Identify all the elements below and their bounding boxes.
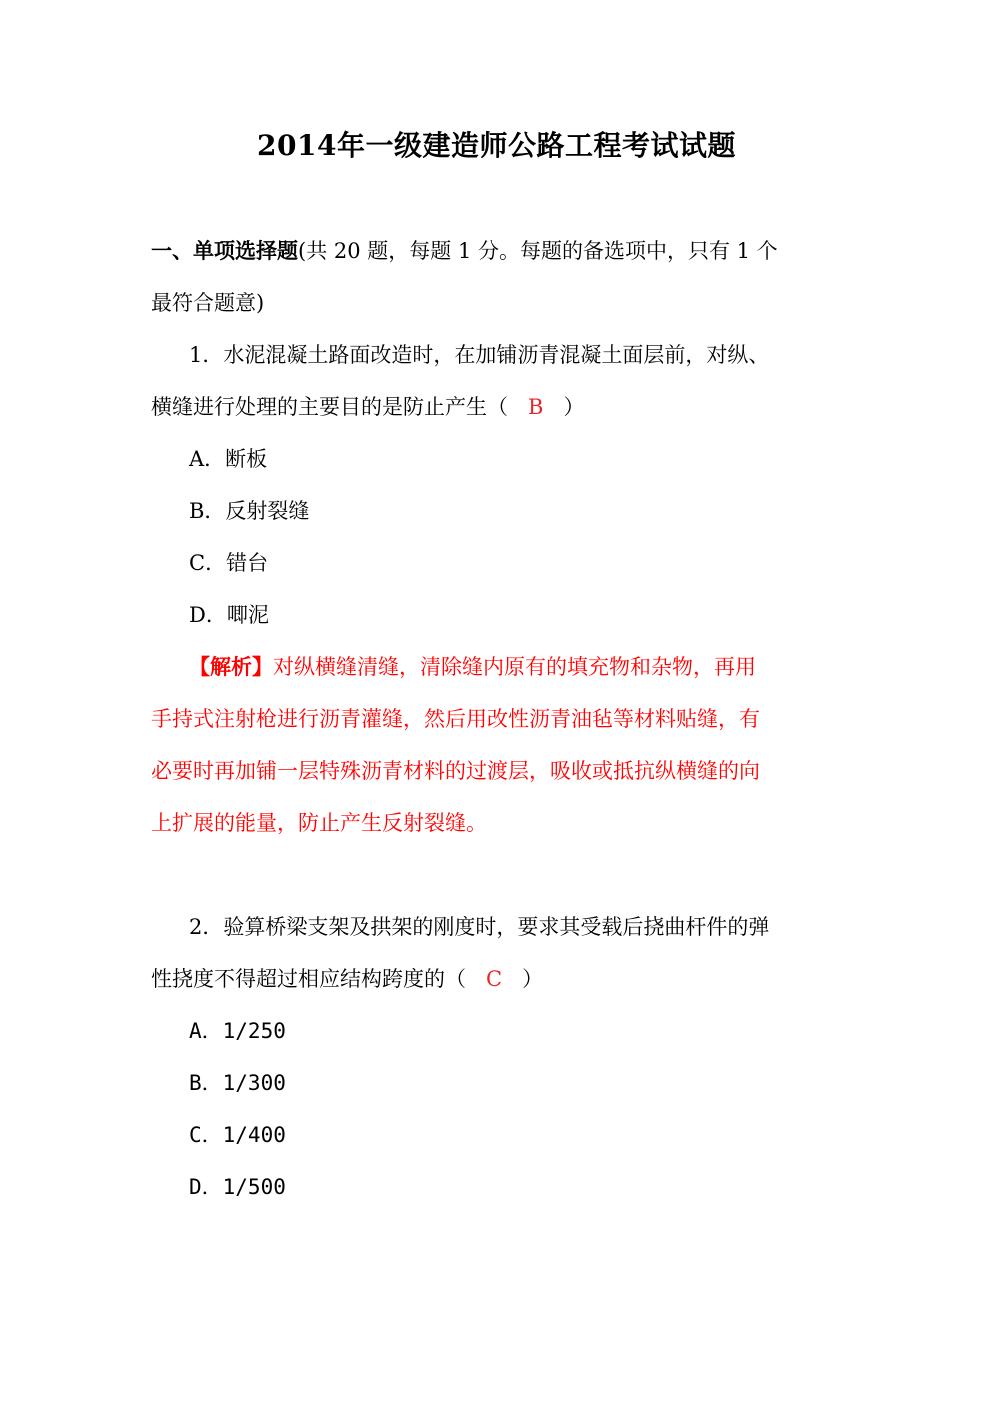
analysis-label: 【解析】 (189, 654, 273, 679)
section-heading (151, 236, 778, 266)
section-heading-cont: 最符合题意) (151, 291, 265, 315)
question-1-stem-line1: 1．水泥混凝土路面改造时，在加铺沥青混凝土面层前，对纵、 (189, 343, 770, 367)
page-title: 2014年一级建造师公路工程考试试题 (257, 129, 736, 162)
question-2-stem-line1: 2．验算桥梁支架及拱架的刚度时，要求其受载后挠曲杆件的弹 (189, 915, 770, 939)
question-2-stem-close: ） (522, 967, 544, 991)
question-2-answer: C (486, 967, 503, 991)
question-1-analysis-line1 (189, 652, 756, 682)
question-1-analysis-line4: 上扩展的能量，防止产生反射裂缝。 (151, 811, 487, 835)
question-2-stem-text: 性挠度不得超过相应结构跨度的（ (151, 967, 466, 991)
analysis-text: 对纵横缝清缝，清除缝内原有的填充物和杂物，再用 (273, 655, 756, 679)
question-1-analysis-line2: 手持式注射枪进行沥青灌缝，然后用改性沥青油毡等材料贴缝，有 (151, 707, 760, 731)
question-1-answer: B (528, 395, 544, 419)
question-1-option-a: A．断板 (189, 447, 268, 471)
question-2-option-a: A．1/250 (189, 1019, 286, 1043)
question-1-option-d: D．唧泥 (189, 603, 269, 627)
question-1-stem-close: ） (563, 395, 585, 419)
question-1-option-b: B．反射裂缝 (189, 499, 310, 523)
section-heading-desc: (共 20 题，每题 1 分。每题的备选项中，只有 1 个 (298, 239, 778, 263)
question-1-analysis-line3: 必要时再加铺一层特殊沥青材料的过渡层，吸收或抵抗纵横缝的向 (151, 759, 760, 783)
question-2-stem-line2 (151, 964, 543, 994)
section-heading-label: 一、单项选择题 (151, 238, 298, 263)
question-2-option-d: D．1/500 (189, 1175, 286, 1199)
question-1-stem-line2 (151, 392, 584, 422)
question-2-option-b: B．1/300 (189, 1071, 286, 1095)
question-1-option-c: C．错台 (189, 551, 269, 575)
question-2-option-c: C．1/400 (189, 1123, 286, 1147)
question-1-stem-text: 横缝进行处理的主要目的是防止产生（ (151, 395, 508, 419)
